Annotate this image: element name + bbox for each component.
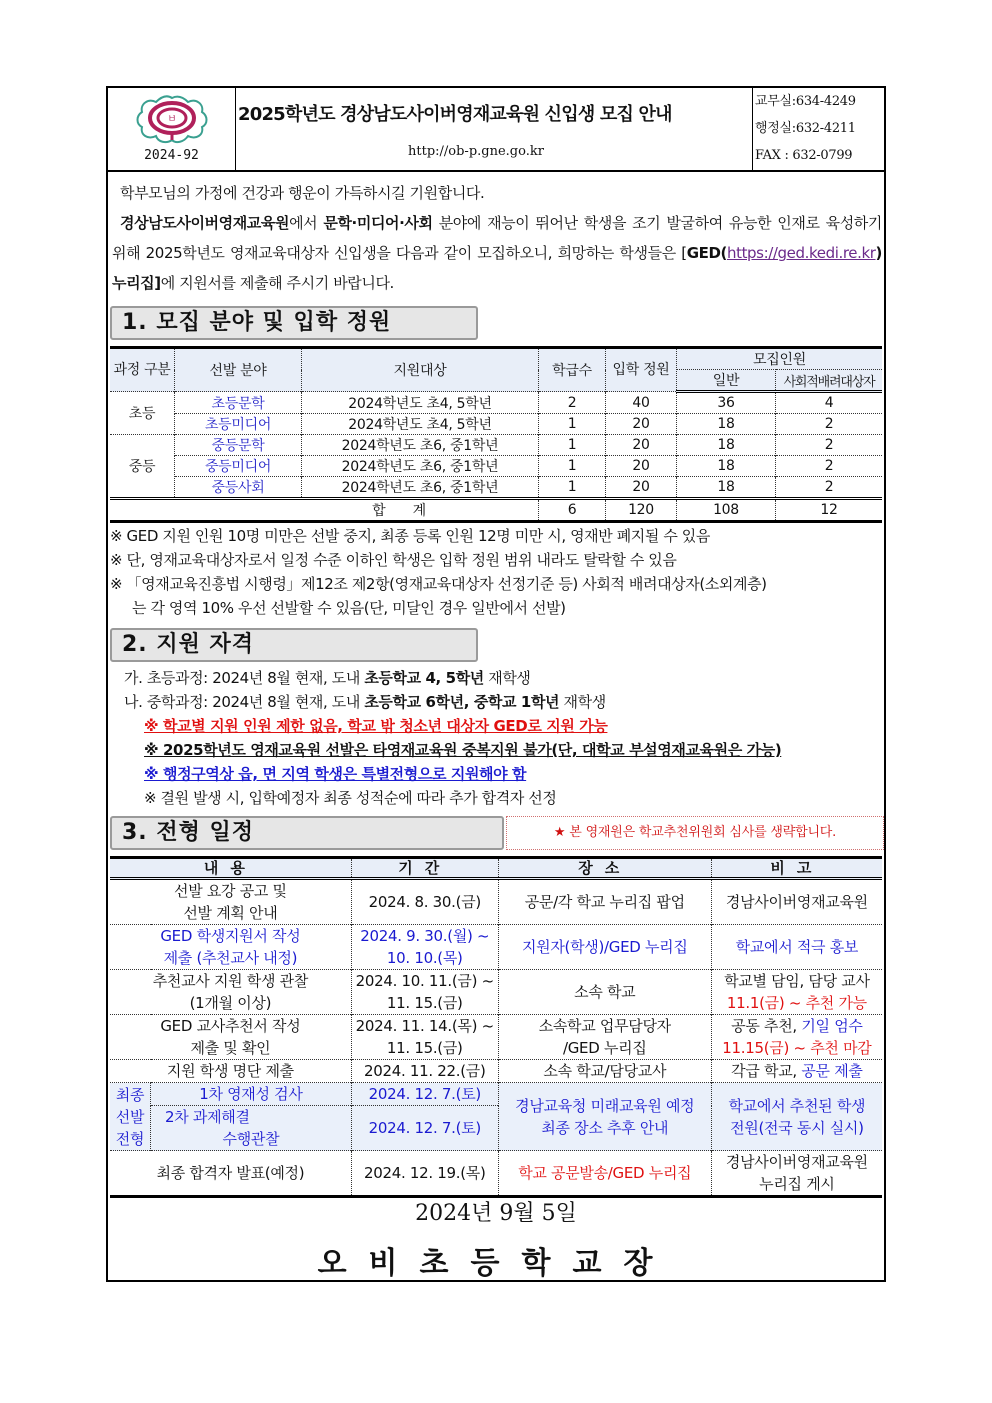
classes-cell: 1 xyxy=(539,477,606,499)
section-3-title: 3. 전형 일정 xyxy=(110,816,504,850)
content: GED 학생지원서 작성 xyxy=(160,927,301,945)
ged-label-end: )누리집] xyxy=(112,244,882,292)
place: 소속학교 업무담당자 xyxy=(538,1017,671,1035)
table-row xyxy=(110,925,882,970)
note-plain: ※ 결원 발생 시, 입학예정자 최종 성적순에 따라 추가 합격자 선정 xyxy=(144,789,557,807)
fields: 문학·미디어·사회 xyxy=(323,214,433,232)
content: (1개월 이상) xyxy=(189,994,272,1012)
col-social: 사회적배려대상자 xyxy=(776,370,883,392)
text: 나. 중학과정: 2024년 8월 현재, 도내 xyxy=(124,693,365,711)
group-label: 선발 xyxy=(115,1107,145,1126)
note-blue: 기일 엄수 xyxy=(801,1017,863,1035)
table-row xyxy=(110,477,882,499)
classes-cell: 2 xyxy=(539,392,606,414)
table-row xyxy=(110,1015,882,1060)
note: 경남사이버영재교육원 xyxy=(711,879,882,925)
general-cell: 18 xyxy=(677,435,776,456)
quota-table xyxy=(110,346,882,523)
social-cell: 4 xyxy=(776,392,883,414)
period: 11. 15.(금) xyxy=(386,994,463,1012)
col-course: 과정 구분 xyxy=(110,348,175,392)
note-red: 11.1(금) ~ 추천 가능 xyxy=(726,994,867,1012)
table-row xyxy=(110,392,882,414)
target-cell: 2024학년도 초6, 중1학년 xyxy=(302,477,539,499)
col-target: 지원대상 xyxy=(302,348,539,392)
note: ※ GED 지원 인원 10명 미만은 선발 중지, 최종 등록 인원 12명 미만 시, 영재반 폐지될 수 있음 xyxy=(110,527,710,545)
text: 초등학교 4, 5학년 xyxy=(364,669,484,687)
place: 경남교육청 미래교육원 예정 xyxy=(515,1096,695,1115)
content: 최종 합격자 발표(예정) xyxy=(110,1151,351,1197)
schedule-table xyxy=(110,856,882,1198)
text: 초등학교 6학년, 중학교 1학년 xyxy=(364,693,560,711)
target-cell: 2024학년도 초6, 중1학년 xyxy=(302,435,539,456)
content: 제출 및 확인 xyxy=(190,1039,271,1057)
classes-cell: 1 xyxy=(539,435,606,456)
note: 경남사이버영재교육원 xyxy=(725,1153,868,1171)
document-number: 2024-92 xyxy=(144,148,199,163)
col-field: 선발 분야 xyxy=(175,348,302,392)
col-general: 일반 xyxy=(677,370,776,392)
institute-name: 경상남도사이버영재교육원 xyxy=(120,214,290,232)
classes-cell: 1 xyxy=(539,414,606,435)
period: 2024. 9. 30.(월) ~ xyxy=(360,927,490,945)
content: 추천교사 지원 학생 관찰 xyxy=(152,972,309,990)
notice-box: ★ 본 영재원은 학교추천위원회 심사를 생략합니다. xyxy=(506,816,884,850)
signature: 오비초등학교장 xyxy=(317,1246,675,1281)
general-cell: 18 xyxy=(677,414,776,435)
group-label: 최종 xyxy=(115,1085,145,1104)
issue-date: 2024년 9월 5일 xyxy=(415,1201,577,1226)
text: 재학생 xyxy=(483,669,531,687)
note-duplicate: ※ 2025학년도 영재교육원 선발은 타영재교육원 중복지원 불가(단, 대학교 부설영재교육원은 가능) xyxy=(144,741,782,759)
table-row xyxy=(110,879,882,925)
total-classes: 6 xyxy=(539,499,606,522)
document-title: 2025학년도 경상남도사이버영재교육원 신입생 모집 안내 xyxy=(238,104,672,125)
text: 분야에 재능이 뛰어난 학생을 조기 발굴하여 유능한 인재로 육성하기 위해 2025학년도 영재교육대상자 신입생을 다음과 같이 모집하오니, 희망하는 학생들은 [ xyxy=(112,214,882,262)
contact-office: 교무실:634-4249 xyxy=(755,94,856,109)
text: 가. 초등과정: 2024년 8월 현재, 도내 xyxy=(124,669,365,687)
col-content: 내용 xyxy=(110,858,351,879)
general-cell: 18 xyxy=(677,477,776,499)
col-note: 비고 xyxy=(711,858,882,879)
social-cell: 2 xyxy=(776,435,883,456)
text: 에 지원서를 제출해 주시기 바랍니다. xyxy=(160,274,394,292)
quota-cell: 20 xyxy=(606,456,677,477)
text: 재학생 xyxy=(559,693,606,711)
note: ※ 「영재교육진흥법 시행령」제12조 제2항(영재교육대상자 선정기준 등) 사회적 배려대상자(소외계층) xyxy=(110,575,767,593)
target-cell: 2024학년도 초4, 5학년 xyxy=(302,392,539,414)
period: 10. 10.(목) xyxy=(386,949,463,967)
period: 11. 15.(금) xyxy=(386,1039,463,1057)
greeting: 학부모님의 가정에 건강과 행운이 가득하시길 기원합니다. xyxy=(120,184,485,202)
eligibility-elementary xyxy=(124,666,884,690)
note: 학교에서 추천된 학생 xyxy=(728,1096,866,1115)
general-cell: 18 xyxy=(677,456,776,477)
content: 2차 과제해결 xyxy=(165,1108,250,1126)
school-url[interactable]: http://ob-p.gne.go.kr xyxy=(408,144,544,159)
col-classes: 학급수 xyxy=(539,348,606,392)
place: 최종 장소 추후 안내 xyxy=(541,1118,669,1137)
note: 학교에서 적극 홍보 xyxy=(711,925,882,970)
place: 학교 공문발송/GED 누리집 xyxy=(498,1151,711,1197)
note-red: 11.15(금) ~ 추천 마감 xyxy=(722,1039,872,1057)
contact-fax: FAX : 632-0799 xyxy=(755,148,853,163)
course-cell: 중등 xyxy=(110,435,175,499)
note-blue: ※ 행정구역상 읍, 면 지역 학생은 특별전형으로 지원해야 함 xyxy=(144,765,527,783)
note: 누리집 게시 xyxy=(759,1175,835,1193)
social-cell: 2 xyxy=(776,456,883,477)
social-cell: 2 xyxy=(776,414,883,435)
content: 제출 (추천교사 내정) xyxy=(163,949,298,967)
place: /GED 누리집 xyxy=(562,1039,647,1057)
period: 2024. 10. 11.(금) ~ xyxy=(355,972,494,990)
quota-cell: 20 xyxy=(606,414,677,435)
table-row xyxy=(110,456,882,477)
col-recruit: 모집인원 xyxy=(677,348,883,370)
contact-info xyxy=(752,88,885,170)
period: 2024. 11. 14.(목) ~ xyxy=(355,1017,494,1035)
quota-cell: 20 xyxy=(606,435,677,456)
period: 2024. 12. 7.(토) xyxy=(351,1106,498,1151)
table-row xyxy=(110,435,882,456)
field-cell: 중등문학 xyxy=(175,435,302,456)
field-cell: 초등미디어 xyxy=(175,414,302,435)
eligibility-middle xyxy=(124,690,884,714)
total-label: 합 계 xyxy=(110,499,539,522)
intro-text xyxy=(112,178,882,298)
place: 공문/각 학교 누리집 팝업 xyxy=(498,879,711,925)
field-cell: 중등사회 xyxy=(175,477,302,499)
content: 1차 영재성 검사 xyxy=(151,1083,352,1106)
ged-label: GED( xyxy=(686,244,727,262)
place: 지원자(학생)/GED 누리집 xyxy=(498,925,711,970)
place: 소속 학교 xyxy=(498,970,711,1015)
contact-admin: 행정실:632-4211 xyxy=(755,121,856,136)
total-row xyxy=(110,499,882,522)
note-blue: 공문 제출 xyxy=(801,1062,863,1080)
classes-cell: 1 xyxy=(539,456,606,477)
total-social: 12 xyxy=(776,499,883,522)
document-header xyxy=(108,88,884,172)
total-quota: 120 xyxy=(606,499,677,522)
table-row xyxy=(110,1151,882,1197)
social-cell: 2 xyxy=(776,477,883,499)
quota-cell: 40 xyxy=(606,392,677,414)
svg-text:ㅂ: ㅂ xyxy=(167,114,177,125)
total-general: 108 xyxy=(677,499,776,522)
note: 전원(전국 동시 실시) xyxy=(730,1118,864,1137)
content: 선발 요강 공고 및 xyxy=(174,882,287,900)
period: 2024. 8. 30.(금) xyxy=(351,879,498,925)
col-quota: 입학 정원 xyxy=(606,348,677,392)
eligibility xyxy=(124,666,884,810)
section-2-title: 2. 지원 자격 xyxy=(110,628,478,662)
period: 2024. 12. 19.(목) xyxy=(351,1151,498,1197)
note-red: ※ 학교별 지원 인원 제한 없음, 학교 밖 청소년 대상자 GED로 지원 가능 xyxy=(144,717,608,735)
ged-link[interactable]: https://ged.kedi.re.kr xyxy=(726,244,876,262)
note: 각급 학교, xyxy=(731,1062,802,1080)
notice-document xyxy=(106,86,886,1282)
table-row xyxy=(110,1060,882,1083)
content: 수행관찰 xyxy=(222,1130,280,1148)
place: 소속 학교/담당교사 xyxy=(498,1060,711,1083)
table-row xyxy=(110,1083,882,1106)
period: 2024. 12. 7.(토) xyxy=(351,1083,498,1106)
target-cell: 2024학년도 초6, 중1학년 xyxy=(302,456,539,477)
note: 학교별 담임, 담당 교사 xyxy=(724,972,870,990)
content: 지원 학생 명단 제출 xyxy=(110,1060,351,1083)
quota-cell: 20 xyxy=(606,477,677,499)
logo-cell xyxy=(108,88,236,170)
section-1-title: 1. 모집 분야 및 입학 정원 xyxy=(110,306,478,340)
note: 는 각 영역 10% 우선 선발할 수 있음(단, 미달인 경우 일반에서 선발) xyxy=(132,599,566,617)
field-cell: 중등미디어 xyxy=(175,456,302,477)
period: 2024. 11. 22.(금) xyxy=(351,1060,498,1083)
school-emblem-icon xyxy=(136,94,208,144)
table-row xyxy=(110,414,882,435)
col-place: 장소 xyxy=(498,858,711,879)
note: 공동 추천, xyxy=(731,1017,802,1035)
content: 선발 계획 안내 xyxy=(183,904,278,922)
table-row xyxy=(110,970,882,1015)
course-cell: 초등 xyxy=(110,392,175,435)
group-label: 전형 xyxy=(115,1129,145,1148)
field-cell: 초등문학 xyxy=(175,392,302,414)
note: ※ 단, 영재교육대상자로서 일정 수준 이하인 학생은 입학 정원 범위 내라도 탈락할 수 있음 xyxy=(110,551,677,569)
quota-notes xyxy=(110,524,882,620)
col-period: 기간 xyxy=(351,858,498,879)
content: GED 교사추천서 작성 xyxy=(160,1017,301,1035)
text: 에서 xyxy=(289,214,324,232)
general-cell: 36 xyxy=(677,392,776,414)
target-cell: 2024학년도 초4, 5학년 xyxy=(302,414,539,435)
intro-paragraph xyxy=(112,208,882,298)
